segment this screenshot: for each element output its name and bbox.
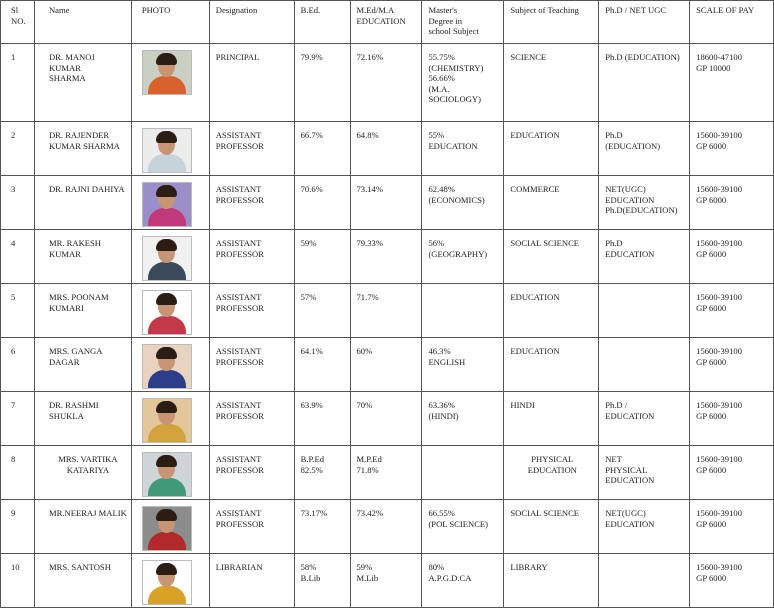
photo-body xyxy=(148,76,186,95)
cell-subject: HINDI xyxy=(504,392,599,446)
photo-hair xyxy=(156,563,177,575)
cell-name: MR.NEERAJ MALIK xyxy=(34,500,131,554)
cell-scale: 15600-39100 GP 6000 xyxy=(690,392,774,446)
photo-hair xyxy=(156,347,177,359)
cell-name: MRS. SANTOSH xyxy=(34,554,131,608)
header-sl-no: Sl NO. xyxy=(1,1,35,44)
cell-phd xyxy=(599,338,690,392)
cell-med: 64.8% xyxy=(350,122,422,176)
photo-body xyxy=(148,478,186,497)
cell-sl: 6 xyxy=(1,338,35,392)
cell-med: 73.42% xyxy=(350,500,422,554)
cell-name: DR. RASHMI SHUKLA xyxy=(34,392,131,446)
photo-hair xyxy=(156,509,177,521)
photo-hair xyxy=(156,131,177,143)
photo-body xyxy=(148,532,186,551)
cell-name: MRS. POONAM KUMARI xyxy=(34,284,131,338)
photo-cell xyxy=(131,554,209,608)
cell-sl: 8 xyxy=(1,446,35,500)
cell-masters: 62.48% (ECONOMICS) xyxy=(422,176,504,230)
photo-cell xyxy=(131,284,209,338)
cell-scale: 15600-39100 GP 6000 xyxy=(690,122,774,176)
cell-name: DR. MANOJ KUMAR SHARMA xyxy=(34,44,131,122)
photo-hair xyxy=(156,185,177,197)
cell-med: 79.33% xyxy=(350,230,422,284)
photo-hair xyxy=(156,239,177,251)
header-med: M.Ed/M.A EDUCATION xyxy=(350,1,422,44)
cell-masters xyxy=(422,284,504,338)
cell-scale: 15600-39100 GP 6000 xyxy=(690,284,774,338)
cell-scale: 15600-39100 GP 6000 xyxy=(690,446,774,500)
header-name: Name xyxy=(34,1,131,44)
cell-phd: Ph.D EDUCATION xyxy=(599,230,690,284)
photo-cell xyxy=(131,44,209,122)
photo-body xyxy=(148,370,186,389)
cell-med: 72.16% xyxy=(350,44,422,122)
cell-bed: 57% xyxy=(294,284,350,338)
cell-designation: ASSISTANT PROFESSOR xyxy=(209,338,294,392)
cell-sl: 3 xyxy=(1,176,35,230)
cell-phd: NET(UGC) EDUCATION Ph.D(EDUCATION) xyxy=(599,176,690,230)
photo-body xyxy=(148,586,186,605)
photo-cell xyxy=(131,392,209,446)
cell-subject: SCIENCE xyxy=(504,44,599,122)
cell-subject: LIBRARY xyxy=(504,554,599,608)
photo-cell xyxy=(131,122,209,176)
cell-sl: 5 xyxy=(1,284,35,338)
table-row xyxy=(1,554,774,608)
cell-bed: B.P.Ed 82.5% xyxy=(294,446,350,500)
cell-designation: PRINCIPAL xyxy=(209,44,294,122)
cell-scale: 15600-39100 GP 6000 xyxy=(690,554,774,608)
cell-sl: 7 xyxy=(1,392,35,446)
cell-bed: 64.1% xyxy=(294,338,350,392)
table-row xyxy=(1,44,774,122)
table-row xyxy=(1,338,774,392)
cell-designation: ASSISTANT PROFESSOR xyxy=(209,500,294,554)
cell-masters: 66.55% (POL SCIENCE) xyxy=(422,500,504,554)
header-bed: B.Ed. xyxy=(294,1,350,44)
cell-subject: PHYSICAL EDUCATION xyxy=(504,446,599,500)
photo-hair xyxy=(156,401,177,413)
cell-name: DR. RAJNI DAHIYA xyxy=(34,176,131,230)
header-masters: Master's Degree in school Subject xyxy=(422,1,504,44)
cell-bed: 59% xyxy=(294,230,350,284)
header-subject: Subject of Teaching xyxy=(504,1,599,44)
photo-hair xyxy=(156,293,177,305)
cell-sl: 4 xyxy=(1,230,35,284)
cell-scale: 15600-39100 GP 6000 xyxy=(690,338,774,392)
cell-bed: 63.9% xyxy=(294,392,350,446)
cell-masters: 80% A.P.G.D.CA xyxy=(422,554,504,608)
cell-designation: ASSISTANT PROFESSOR xyxy=(209,446,294,500)
header-designation: Designation xyxy=(209,1,294,44)
table-row xyxy=(1,392,774,446)
table-row xyxy=(1,446,774,500)
cell-med: 60% xyxy=(350,338,422,392)
cell-designation: LIBRARIAN xyxy=(209,554,294,608)
staff-photo xyxy=(142,506,192,551)
staff-photo xyxy=(142,344,192,389)
staff-photo xyxy=(142,236,192,281)
cell-bed: 70.6% xyxy=(294,176,350,230)
cell-phd: NET PHYSICAL EDUCATION xyxy=(599,446,690,500)
photo-cell xyxy=(131,338,209,392)
cell-masters: 55.75% (CHEMISTRY) 56.66% (M.A. SOCIOLOGY) xyxy=(422,44,504,122)
table-row xyxy=(1,122,774,176)
cell-designation: ASSISTANT PROFESSOR xyxy=(209,284,294,338)
photo-cell xyxy=(131,500,209,554)
header-photo: PHOTO xyxy=(131,1,209,44)
staff-photo xyxy=(142,182,192,227)
photo-body xyxy=(148,262,186,281)
cell-subject: EDUCATION xyxy=(504,338,599,392)
staff-photo xyxy=(142,128,192,173)
cell-name: MRS. VARTIKA KATARIYA xyxy=(34,446,131,500)
photo-body xyxy=(148,154,186,173)
cell-sl: 9 xyxy=(1,500,35,554)
cell-name: MRS. GANGA DAGAR xyxy=(34,338,131,392)
photo-body xyxy=(148,316,186,335)
cell-subject: EDUCATION xyxy=(504,284,599,338)
cell-scale: 18600-47100 GP 10000 xyxy=(690,44,774,122)
cell-designation: ASSISTANT PROFESSOR xyxy=(209,122,294,176)
cell-sl: 10 xyxy=(1,554,35,608)
photo-body xyxy=(148,424,186,443)
cell-phd: NET(UGC) EDUCATION xyxy=(599,500,690,554)
cell-bed: 66.7% xyxy=(294,122,350,176)
staff-photo xyxy=(142,452,192,497)
cell-scale: 15600-39100 GP 6000 xyxy=(690,230,774,284)
cell-scale: 15600-39100 GP 6000 xyxy=(690,500,774,554)
cell-masters: 46.3% ENGLISH xyxy=(422,338,504,392)
header-scale: SCALE OF PAY xyxy=(690,1,774,44)
cell-med: 73.14% xyxy=(350,176,422,230)
table-row xyxy=(1,500,774,554)
photo-hair xyxy=(156,455,177,467)
cell-med: 71.7% xyxy=(350,284,422,338)
photo-cell xyxy=(131,446,209,500)
cell-masters: 63.36% (HINDI) xyxy=(422,392,504,446)
cell-bed: 58% B.Lib xyxy=(294,554,350,608)
staff-photo xyxy=(142,50,192,95)
cell-sl: 2 xyxy=(1,122,35,176)
cell-bed: 73.17% xyxy=(294,500,350,554)
cell-name: DR. RAJENDER KUMAR SHARMA xyxy=(34,122,131,176)
cell-phd: Ph.D (EDUCATION) xyxy=(599,44,690,122)
cell-designation: ASSISTANT PROFESSOR xyxy=(209,176,294,230)
staff-photo xyxy=(142,560,192,605)
header-row xyxy=(1,1,774,44)
cell-subject: SOCIAL SCIENCE xyxy=(504,230,599,284)
table-row xyxy=(1,284,774,338)
photo-body xyxy=(148,208,186,227)
cell-sl: 1 xyxy=(1,44,35,122)
table-row xyxy=(1,176,774,230)
cell-phd xyxy=(599,554,690,608)
staff-photo xyxy=(142,290,192,335)
cell-subject: SOCIAL SCIENCE xyxy=(504,500,599,554)
cell-bed: 79.9% xyxy=(294,44,350,122)
cell-subject: EDUCATION xyxy=(504,122,599,176)
cell-masters xyxy=(422,446,504,500)
cell-name: MR. RAKESH KUMAR xyxy=(34,230,131,284)
cell-med: M.P.Ed 71.8% xyxy=(350,446,422,500)
cell-phd: Ph.D (EDUCATION) xyxy=(599,122,690,176)
cell-masters: 56% (GEOGRAPHY) xyxy=(422,230,504,284)
photo-cell xyxy=(131,230,209,284)
cell-med: 70% xyxy=(350,392,422,446)
cell-phd: Ph.D / EDUCATION xyxy=(599,392,690,446)
cell-designation: ASSISTANT PROFESSOR xyxy=(209,392,294,446)
cell-scale: 15600-39100 GP 6000 xyxy=(690,176,774,230)
staff-photo xyxy=(142,398,192,443)
cell-masters: 55% EDUCATION xyxy=(422,122,504,176)
table-row xyxy=(1,230,774,284)
cell-subject: COMMERCE xyxy=(504,176,599,230)
header-phd: Ph.D / NET UGC xyxy=(599,1,690,44)
photo-cell xyxy=(131,176,209,230)
cell-med: 59% M.Lib xyxy=(350,554,422,608)
photo-hair xyxy=(156,53,177,65)
cell-phd xyxy=(599,284,690,338)
cell-designation: ASSISTANT PROFESSOR xyxy=(209,230,294,284)
